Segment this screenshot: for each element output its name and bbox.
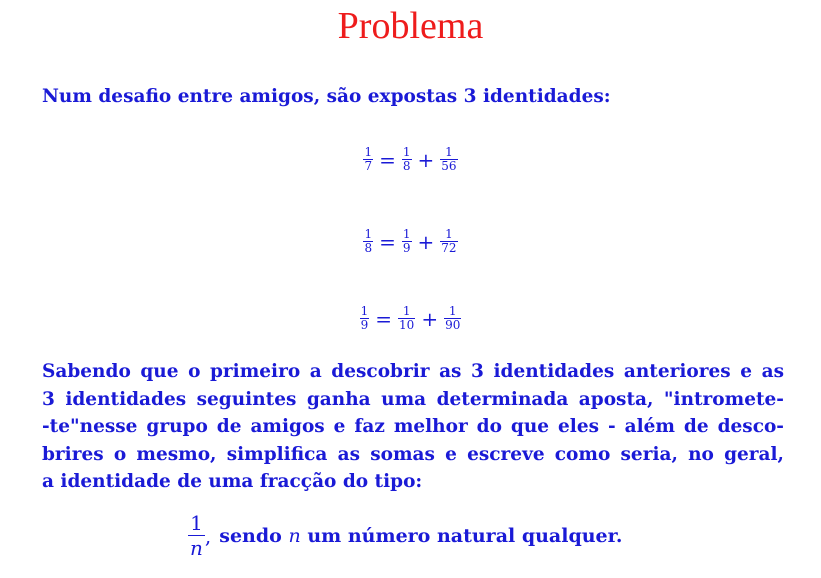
- paragraph-line: 3 identidades seguintes ganha uma determinada aposta, "intromete-: [42, 388, 784, 410]
- problem-paragraph: [42, 358, 784, 496]
- fraction: $\frac{1}{72}$: [441, 227, 457, 255]
- general-form-line: [188, 511, 623, 560]
- paragraph-line: a identidade de uma fracção do tipo:: [42, 471, 423, 492]
- intro-text: Num desafio entre amigos, são expostas 3 identidades:: [42, 86, 611, 107]
- paragraph-line: -te"nesse grupo de amigos e faz melhor do que eles - além de desco-: [42, 416, 784, 437]
- final-text-1: sendo: [219, 524, 282, 547]
- identity-3: [0, 305, 821, 332]
- fraction: $\frac{1}{56}$: [441, 145, 457, 173]
- fraction: $\frac{1}{10}$: [399, 304, 415, 332]
- variable-n: n: [288, 524, 301, 547]
- plus-sign: +: [417, 229, 435, 254]
- plus-sign: +: [421, 306, 439, 331]
- final-text-2: um número natural qualquer.: [307, 524, 623, 547]
- equals-sign: =: [379, 229, 396, 254]
- equals-sign: =: [375, 306, 393, 331]
- general-fraction: 1 n: [190, 511, 203, 560]
- identity-2: [0, 228, 821, 255]
- fraction: $\frac{1}{8}$: [402, 145, 411, 173]
- identity-1: [0, 146, 821, 173]
- paragraph-line: Sabendo que o primeiro a descobrir as 3 identidades anteriores e as: [42, 361, 784, 382]
- paragraph-line: brires o mesmo, simplifica as somas e escreve como seria, no geral,: [42, 443, 784, 465]
- equals-sign: =: [379, 147, 396, 172]
- plus-sign: +: [417, 147, 435, 172]
- page-title: Problema: [337, 5, 484, 47]
- fraction: $\frac{1}{9}$: [402, 227, 411, 255]
- fraction: $\frac{1}{9}$: [360, 304, 369, 332]
- comma: ,: [204, 523, 212, 548]
- fraction: $\frac{1}{7}$: [364, 145, 373, 173]
- fraction: $\frac{1}{90}$: [445, 304, 461, 332]
- fraction: $\frac{1}{8}$: [364, 227, 373, 255]
